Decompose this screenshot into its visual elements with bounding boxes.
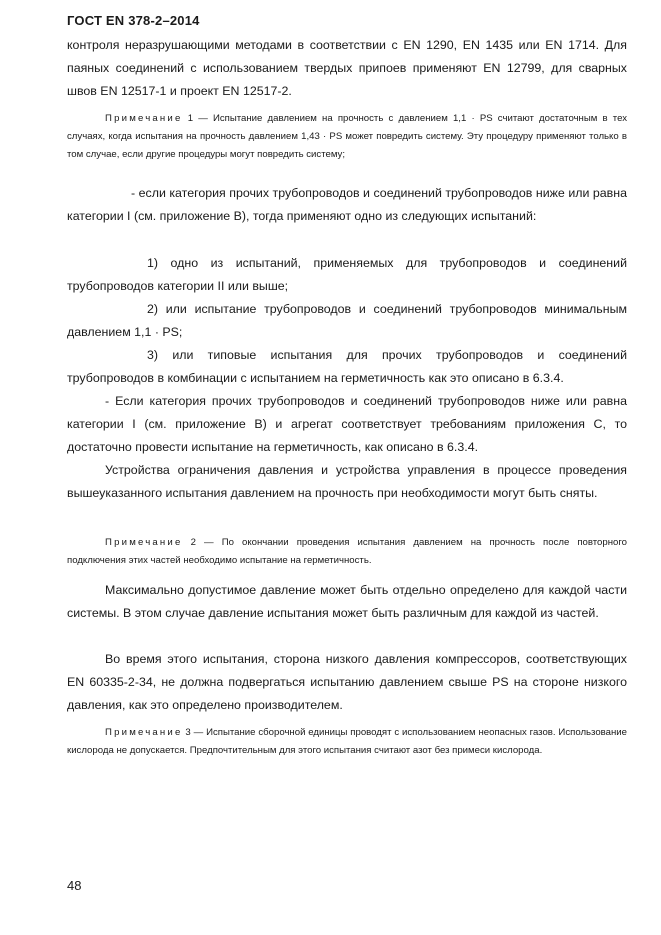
note-3 <box>67 724 627 760</box>
list-item-2: 2) или испытание трубопроводов и соединений трубопроводов минимальным давлением 1,1 · PS; <box>67 302 627 340</box>
note-1-text: 1 — Испытание давлением на прочность с давлением 1,1 · PS считают достаточным в тех случаях, когда испытания на прочность давлением 1,43 · PS может повредить систему. Эту процедуру применяют только в том случае, если другие процедуры могут повредить систему; <box>67 113 627 160</box>
page-number: 48 <box>67 878 82 893</box>
note-2-label: Примечание <box>105 537 183 548</box>
note-3-label: Примечание <box>105 727 183 738</box>
paragraph-devices-removal: Устройства ограничения давления и устройства управления в процессе проведения вышеуказанного испытания давлением на прочность при необходимости могут быть сняты. <box>67 463 627 501</box>
note-2 <box>67 534 627 570</box>
paragraph-max-pressure: Максимально допустимое давление может быть отдельно определено для каждой части системы. В этом случае давление испытания может быть различным для каждой из частей. <box>67 583 627 621</box>
note-1 <box>67 110 627 164</box>
list-item-1: 1) одно из испытаний, применяемых для трубопроводов и соединений трубопроводов категории II или выше; <box>67 256 627 294</box>
paragraph-compressors: Во время этого испытания, сторона низкого давления компрессоров, соответствующих EN 60335-2-34, не должна подвергаться испытанию давлением свыше PS на стороне низкого давления, как это определено производителем. <box>67 652 627 713</box>
paragraph-category-condition: - если категория прочих трубопроводов и соединений трубопроводов ниже или равна категории I (см. приложение В), тогда применяют одно из следующих испытаний: <box>67 186 627 224</box>
list-item-3: 3) или типовые испытания для прочих трубопроводов и соединений трубопроводов в комбинации с испытанием на герметичность как это описано в 6.3.4. <box>67 348 627 386</box>
document-header: ГОСТ EN 378-2–2014 <box>67 13 200 28</box>
paragraph-leak-test: - Если категория прочих трубопроводов и соединений трубопроводов ниже или равна категории I (см. приложение В) и агрегат соответствует требованиям приложения С, то достаточно провести испытание на герметичность, как описано в 6.3.4. <box>67 394 627 455</box>
note-3-text: 3 — Испытание сборочной единицы проводят с использованием неопасных газов. Использование кислорода не допускается. Предпочтительным для этого испытания считают азот без примеси кислорода. <box>67 727 627 756</box>
note-1-label: Примечание <box>105 113 183 124</box>
note-2-text: 2 — По окончании проведения испытания давлением на прочность после повторного подключения этих частей необходимо испытание на герметичность. <box>67 537 627 566</box>
paragraph-ndt-methods: контроля неразрушающими методами в соответствии с EN 1290, EN 1435 или EN 1714. Для паяных соединений с использованием твердых припоев применяют EN 12799, для сварных швов EN 12517-1 и проект EN 12517-2. <box>67 38 627 99</box>
